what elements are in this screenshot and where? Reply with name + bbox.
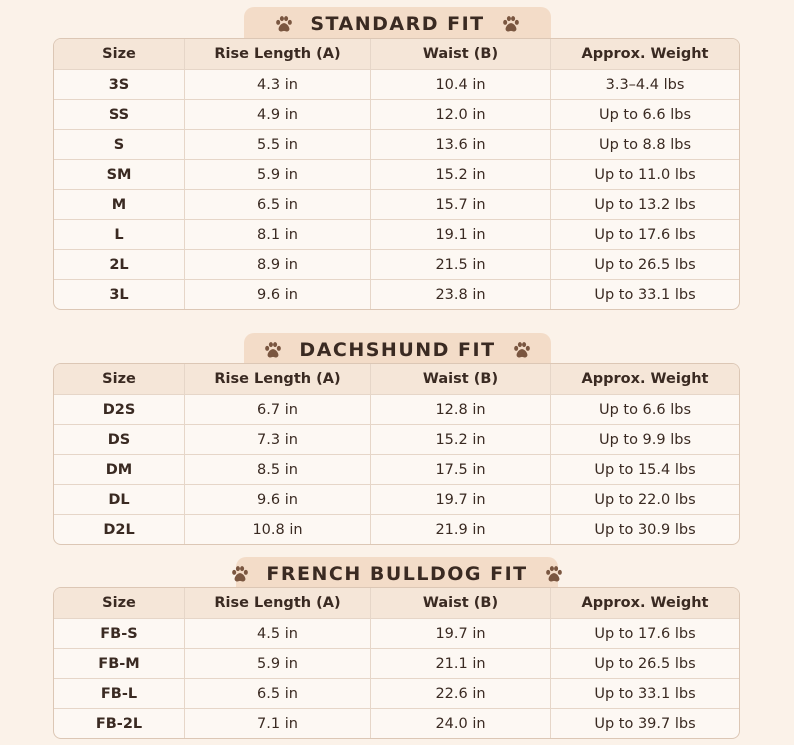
- size-cell: S: [113, 136, 125, 153]
- table-row: [54, 99, 739, 129]
- table-row: [54, 648, 739, 678]
- value-cell: 4.9 in: [184, 100, 370, 129]
- table-header-row: [54, 364, 739, 394]
- value-cell: 10.8 in: [184, 515, 370, 544]
- size-cell: FB-M: [98, 655, 140, 672]
- column-header: Rise Length (A): [184, 588, 370, 618]
- table-row: [54, 249, 739, 279]
- table-row: [54, 618, 739, 648]
- size-cell: D2L: [103, 521, 135, 538]
- column-header: Size: [102, 46, 136, 62]
- value-cell: Up to 17.6 lbs: [550, 220, 739, 249]
- value-cell: Up to 6.6 lbs: [550, 100, 739, 129]
- size-cell: SS: [108, 106, 130, 123]
- size-cell: FB-2L: [95, 715, 143, 732]
- size-cell: DS: [107, 431, 131, 448]
- value-cell: 21.5 in: [370, 250, 550, 279]
- value-cell: 9.6 in: [184, 280, 370, 309]
- section-title: FRENCH BULLDOG FIT: [266, 563, 528, 585]
- value-cell: 8.9 in: [184, 250, 370, 279]
- size-cell: L: [114, 226, 124, 243]
- value-cell: Up to 11.0 lbs: [550, 160, 739, 189]
- table-header-row: [54, 39, 739, 69]
- size-table: [53, 363, 740, 545]
- table-row: [54, 69, 739, 99]
- column-header: Approx. Weight: [550, 588, 739, 618]
- value-cell: 21.9 in: [370, 515, 550, 544]
- paw-icon: [263, 340, 283, 360]
- value-cell: 4.3 in: [184, 70, 370, 99]
- table-row: [54, 708, 739, 738]
- value-cell: 4.5 in: [184, 619, 370, 648]
- value-cell: Up to 33.1 lbs: [550, 280, 739, 309]
- size-cell: DM: [105, 461, 133, 478]
- section-title: DACHSHUND FIT: [299, 339, 496, 361]
- column-header: Approx. Weight: [550, 39, 739, 69]
- table-row: [54, 189, 739, 219]
- paw-icon: [501, 14, 521, 34]
- size-table: [53, 38, 740, 310]
- value-cell: 15.7 in: [370, 190, 550, 219]
- paw-icon: [230, 564, 250, 584]
- value-cell: 12.0 in: [370, 100, 550, 129]
- table-row: [54, 424, 739, 454]
- table-row: [54, 129, 739, 159]
- size-cell: FB-L: [100, 685, 138, 702]
- table-row: [54, 678, 739, 708]
- size-cell: D2S: [102, 401, 136, 418]
- column-header: Approx. Weight: [550, 364, 739, 394]
- paw-icon: [512, 340, 532, 360]
- table-row: [54, 484, 739, 514]
- value-cell: 21.1 in: [370, 649, 550, 678]
- size-cell: 3S: [108, 76, 130, 93]
- value-cell: Up to 39.7 lbs: [550, 709, 739, 738]
- column-header: Rise Length (A): [184, 39, 370, 69]
- value-cell: 12.8 in: [370, 395, 550, 424]
- section-title-tab: [244, 333, 551, 367]
- size-cell: 3L: [109, 286, 129, 303]
- size-cell: M: [111, 196, 127, 213]
- value-cell: 23.8 in: [370, 280, 550, 309]
- table-row: [54, 279, 739, 309]
- value-cell: 5.9 in: [184, 649, 370, 678]
- value-cell: Up to 17.6 lbs: [550, 619, 739, 648]
- value-cell: 6.5 in: [184, 679, 370, 708]
- section-title-tab: [244, 7, 551, 41]
- value-cell: 8.1 in: [184, 220, 370, 249]
- column-header: Size: [102, 371, 136, 387]
- value-cell: Up to 30.9 lbs: [550, 515, 739, 544]
- size-table: [53, 587, 740, 739]
- value-cell: Up to 8.8 lbs: [550, 130, 739, 159]
- value-cell: Up to 13.2 lbs: [550, 190, 739, 219]
- value-cell: 17.5 in: [370, 455, 550, 484]
- table-row: [54, 159, 739, 189]
- value-cell: 15.2 in: [370, 425, 550, 454]
- value-cell: 13.6 in: [370, 130, 550, 159]
- value-cell: Up to 9.9 lbs: [550, 425, 739, 454]
- value-cell: 6.5 in: [184, 190, 370, 219]
- value-cell: 9.6 in: [184, 485, 370, 514]
- value-cell: Up to 26.5 lbs: [550, 250, 739, 279]
- size-cell: 2L: [109, 256, 129, 273]
- value-cell: 3.3–4.4 lbs: [550, 70, 739, 99]
- value-cell: 19.7 in: [370, 485, 550, 514]
- table-header-row: [54, 588, 739, 618]
- section-title: STANDARD FIT: [310, 13, 485, 35]
- value-cell: 19.1 in: [370, 220, 550, 249]
- value-cell: 5.9 in: [184, 160, 370, 189]
- value-cell: Up to 6.6 lbs: [550, 395, 739, 424]
- column-header: Size: [102, 595, 136, 611]
- size-cell: FB-S: [100, 625, 138, 642]
- size-cell: SM: [106, 166, 132, 183]
- table-row: [54, 219, 739, 249]
- value-cell: 7.3 in: [184, 425, 370, 454]
- value-cell: 8.5 in: [184, 455, 370, 484]
- value-cell: Up to 26.5 lbs: [550, 649, 739, 678]
- column-header: Waist (B): [370, 39, 550, 69]
- value-cell: Up to 15.4 lbs: [550, 455, 739, 484]
- value-cell: 22.6 in: [370, 679, 550, 708]
- column-header: Waist (B): [370, 588, 550, 618]
- column-header: Rise Length (A): [184, 364, 370, 394]
- paw-icon: [544, 564, 564, 584]
- size-cell: DL: [108, 491, 130, 508]
- table-row: [54, 394, 739, 424]
- value-cell: 6.7 in: [184, 395, 370, 424]
- value-cell: Up to 22.0 lbs: [550, 485, 739, 514]
- table-row: [54, 454, 739, 484]
- value-cell: 15.2 in: [370, 160, 550, 189]
- paw-icon: [274, 14, 294, 34]
- value-cell: 7.1 in: [184, 709, 370, 738]
- section-title-tab: [236, 557, 558, 591]
- value-cell: 19.7 in: [370, 619, 550, 648]
- column-header: Waist (B): [370, 364, 550, 394]
- value-cell: Up to 33.1 lbs: [550, 679, 739, 708]
- value-cell: 10.4 in: [370, 70, 550, 99]
- value-cell: 5.5 in: [184, 130, 370, 159]
- table-row: [54, 514, 739, 544]
- value-cell: 24.0 in: [370, 709, 550, 738]
